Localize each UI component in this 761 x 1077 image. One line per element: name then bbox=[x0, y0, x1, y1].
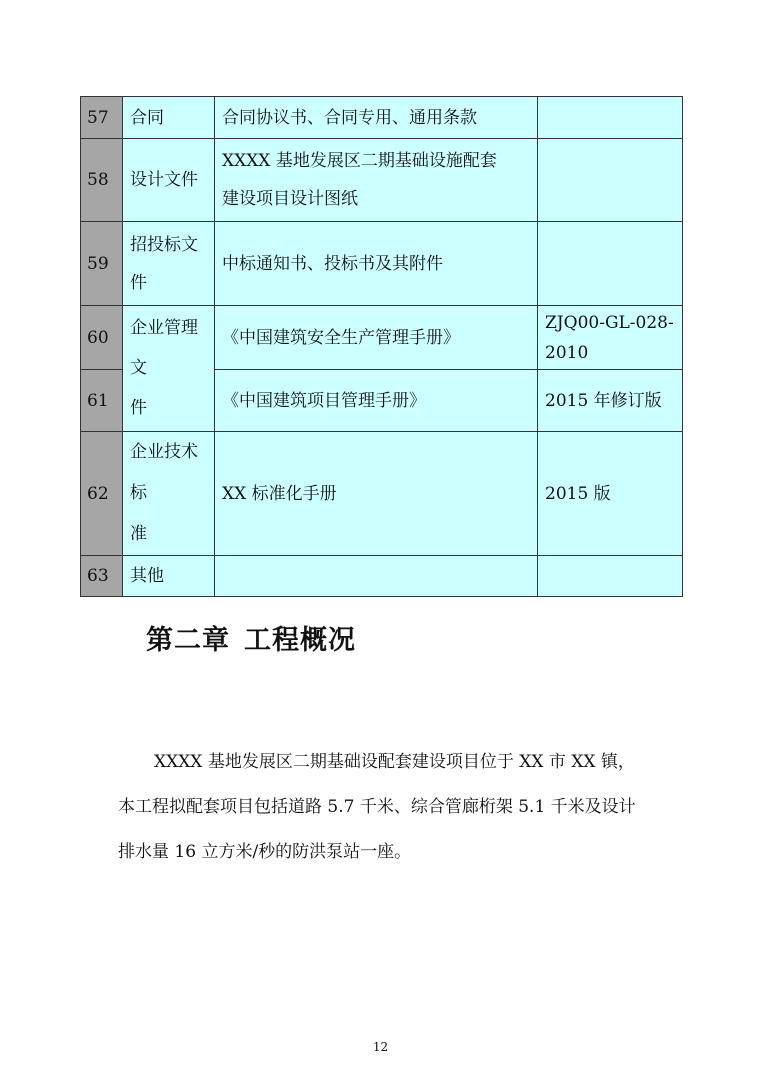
content-line: 建设项目设计图纸 bbox=[222, 189, 358, 209]
content-cell: 中标通知书、投标书及其附件 bbox=[215, 222, 538, 306]
content-cell: XX 标准化手册 bbox=[215, 432, 538, 556]
category-cell bbox=[123, 222, 215, 306]
content-cell: 《中国建筑安全生产管理手册》 bbox=[215, 306, 538, 370]
category-line: 文 bbox=[130, 358, 147, 378]
table-row bbox=[81, 306, 683, 370]
body-paragraph: XXXX 基地发展区二期基础设配套建设项目位于 XX 市 XX 镇，本工程拟配套项目包括道路 5.7 千米、综合管廊桁架 5.1 千米及设计排水量 16 立方米/秒的防洪泵站一座。 bbox=[118, 752, 636, 862]
row-number: 63 bbox=[81, 556, 123, 597]
category-cell-merged bbox=[123, 306, 215, 432]
category-cell: 其他 bbox=[123, 556, 215, 597]
row-number: 57 bbox=[81, 97, 123, 139]
row-number: 61 bbox=[81, 370, 123, 432]
category-cell: 合同 bbox=[123, 97, 215, 139]
remark-cell bbox=[538, 222, 683, 306]
chapter-heading bbox=[146, 618, 356, 657]
content-cell: 合同协议书、合同专用、通用条款 bbox=[215, 97, 538, 139]
category-line: 标 bbox=[130, 483, 147, 503]
content-cell bbox=[215, 556, 538, 597]
row-number: 59 bbox=[81, 222, 123, 306]
category-line: 件 bbox=[130, 272, 147, 293]
page-number: 12 bbox=[372, 1040, 389, 1054]
category-line: 企业管理 bbox=[130, 318, 198, 338]
table-row bbox=[81, 556, 683, 597]
remark-cell: 2015 版 bbox=[538, 432, 683, 556]
content-cell: 《中国建筑项目管理手册》 bbox=[215, 370, 538, 432]
remark-line: ZJQ00-GL-028- bbox=[545, 312, 674, 333]
remark-cell bbox=[538, 97, 683, 139]
remark-line: 2010 bbox=[545, 342, 589, 363]
category-line: 企业技术 bbox=[130, 442, 198, 462]
remark-cell bbox=[538, 556, 683, 597]
category-line: 件 bbox=[130, 398, 147, 418]
remark-cell bbox=[538, 139, 683, 222]
category-cell bbox=[123, 432, 215, 556]
row-number: 58 bbox=[81, 139, 123, 222]
category-cell: 设计文件 bbox=[123, 139, 215, 222]
category-line: 招投标文 bbox=[130, 234, 198, 255]
row-number: 62 bbox=[81, 432, 123, 556]
table-row bbox=[81, 97, 683, 139]
row-number: 60 bbox=[81, 306, 123, 370]
remark-cell: 2015 年修订版 bbox=[538, 370, 683, 432]
remark-cell bbox=[538, 306, 683, 370]
chapter-number: 第二章 bbox=[146, 625, 230, 656]
content-line: XXXX 基地发展区二期基础设施配套 bbox=[222, 151, 497, 171]
document-table bbox=[80, 96, 683, 597]
table-row bbox=[81, 139, 683, 222]
category-line: 准 bbox=[130, 524, 147, 544]
table-row bbox=[81, 222, 683, 306]
chapter-title: 工程概况 bbox=[244, 625, 356, 656]
content-cell bbox=[215, 139, 538, 222]
table-row bbox=[81, 432, 683, 556]
